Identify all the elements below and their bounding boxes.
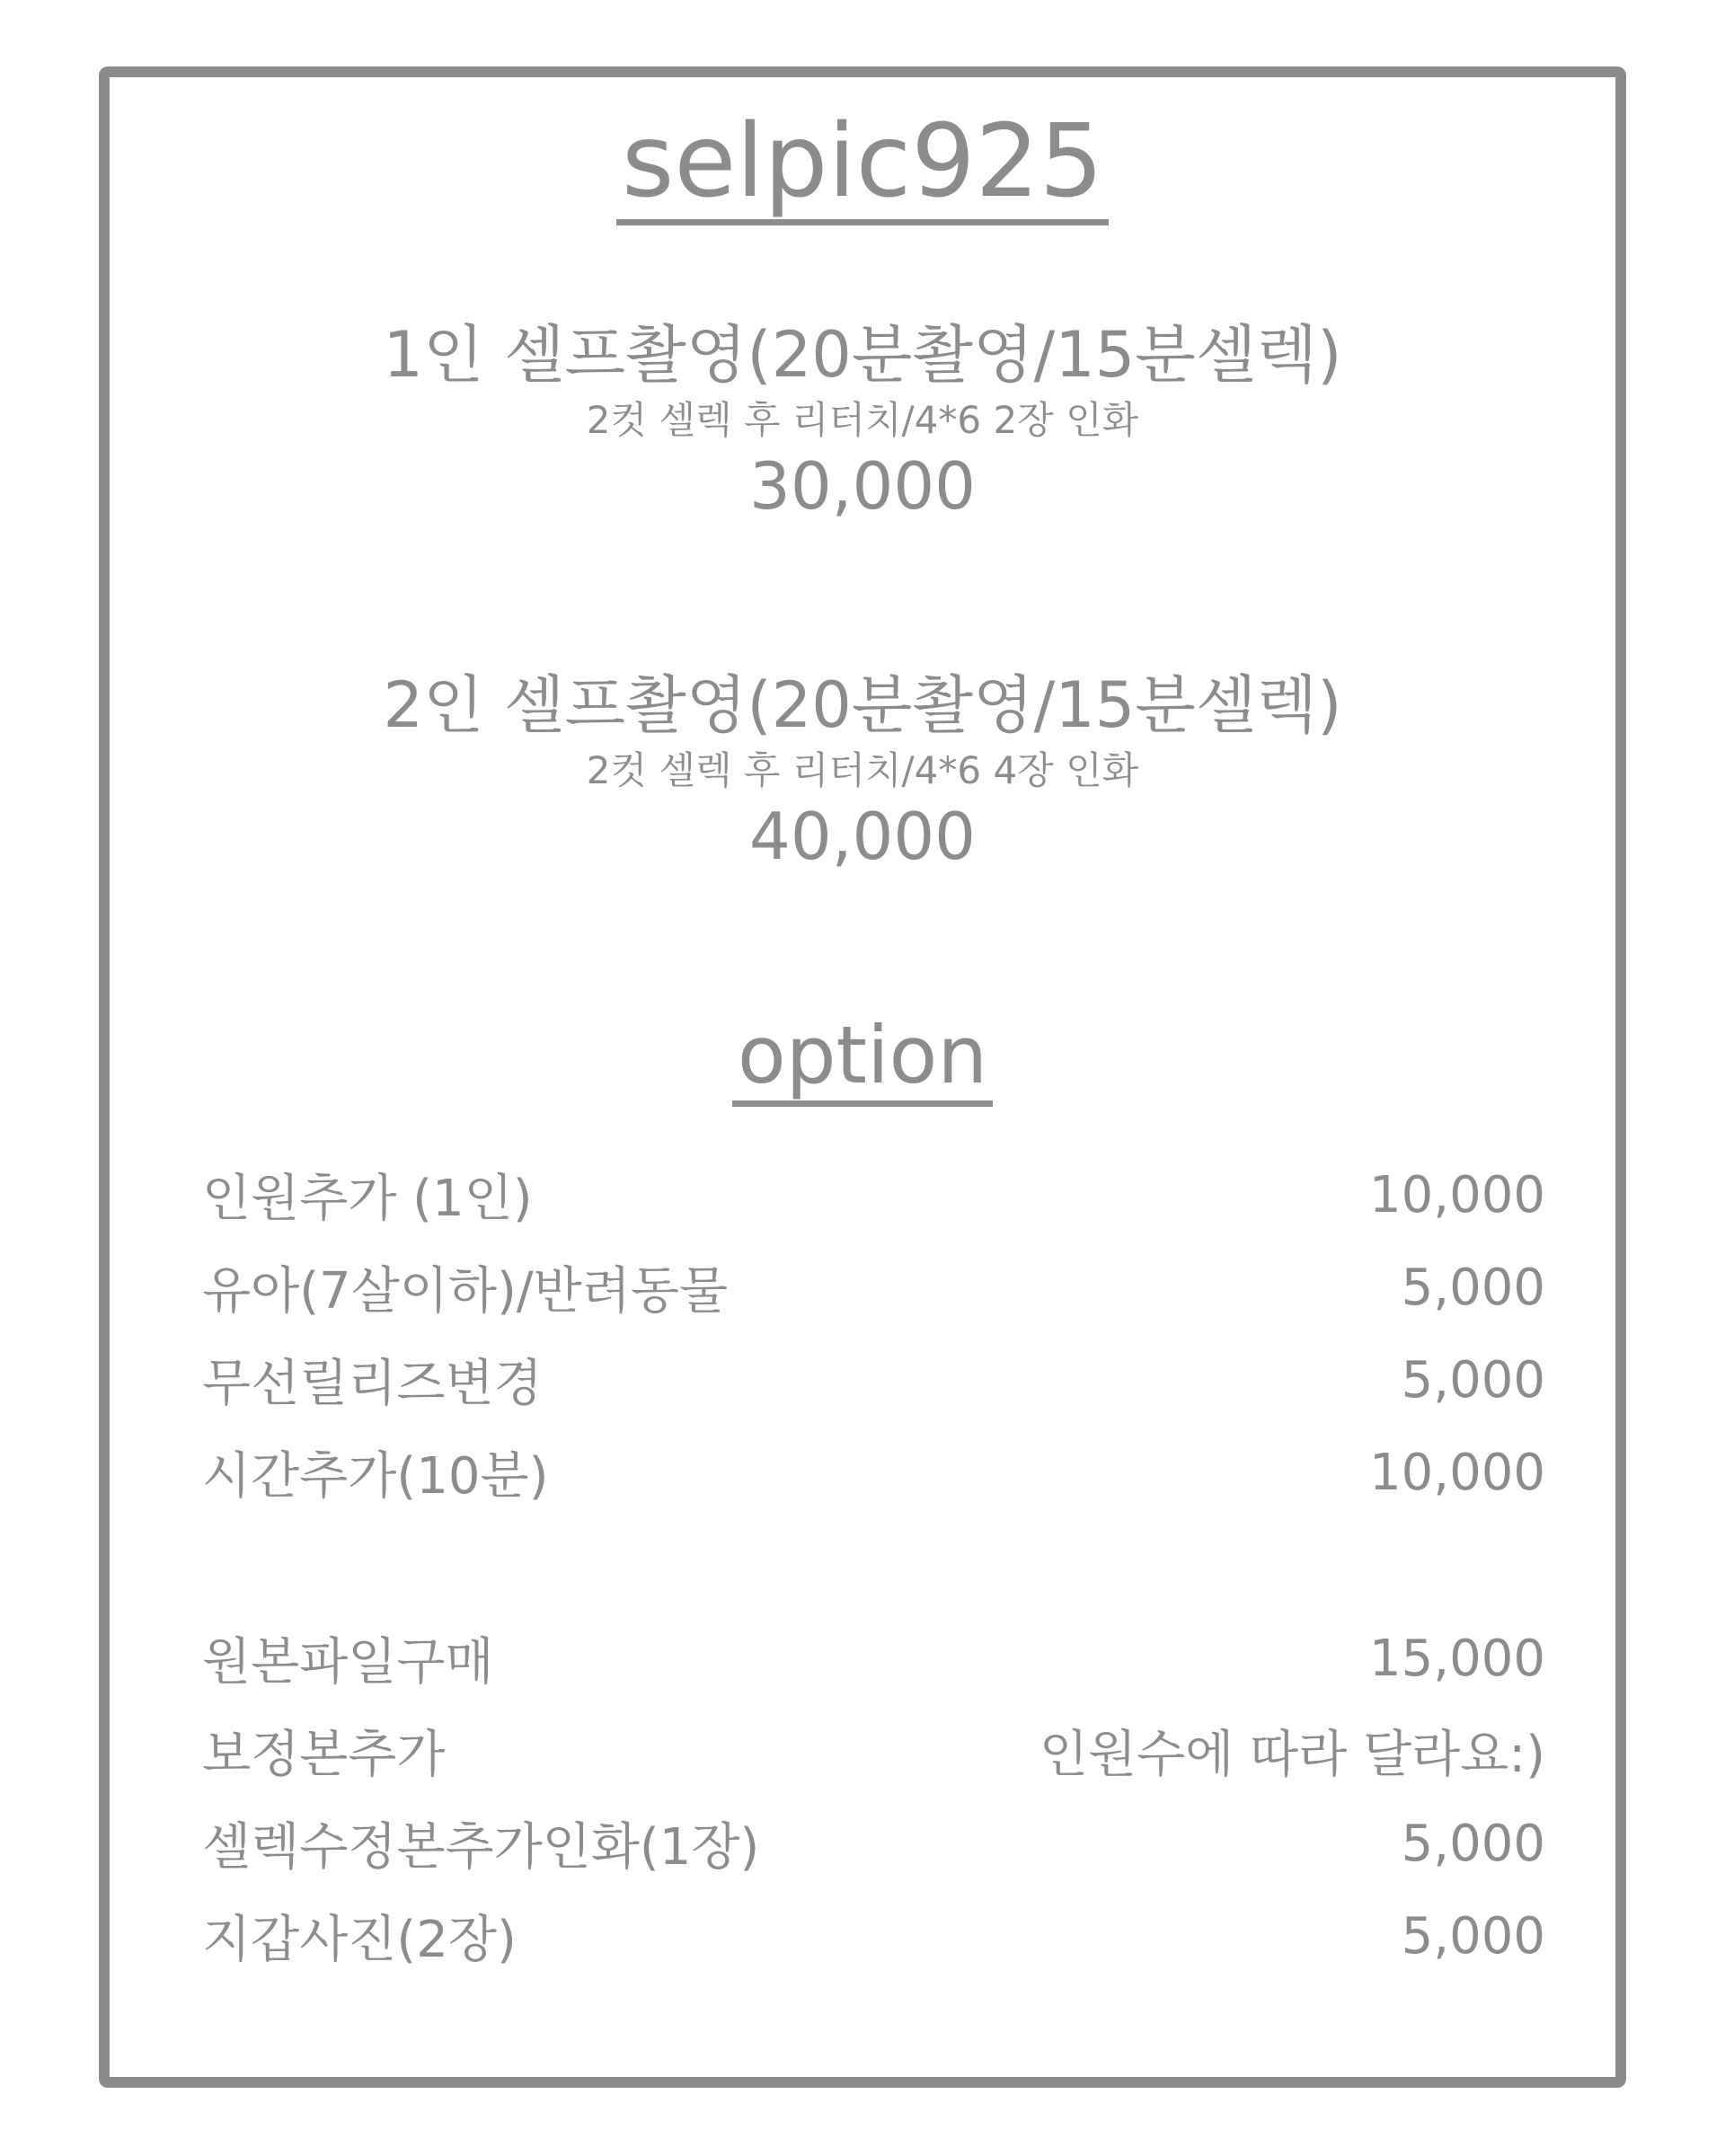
option-row [202,1436,1545,1508]
option-label: 원본파일구매 [202,1633,494,1692]
option-title-text: option [732,1014,993,1107]
package-description: 2컷 셀렉 후 리터치/4*6 4장 인화 [586,748,1139,792]
option-label: 셀렉수정본추가인화(1장) [202,1818,760,1877]
option-price: 15,000 [1369,1629,1545,1688]
option-row [202,1622,1545,1694]
option-label: 보정본추가 [202,1726,446,1784]
package-2 [0,665,1725,877]
option-price: 10,000 [1369,1165,1545,1224]
option-price: 5,000 [1401,1906,1545,1966]
option-price: 10,000 [1369,1443,1545,1502]
option-price: 인원수에 따라 달라요:) [1039,1726,1545,1784]
option-row [202,1900,1545,1972]
option-price: 5,000 [1401,1814,1545,1873]
package-1 [0,314,1725,526]
option-price: 5,000 [1401,1258,1545,1317]
option-row [202,1159,1545,1231]
package-name: 2인 셀프촬영(20분촬영/15분셀렉) [383,668,1342,742]
option-row [202,1807,1545,1879]
package-description: 2컷 셀렉 후 리터치/4*6 2장 인화 [586,398,1139,442]
package-price: 30,000 [749,448,976,524]
option-label: 인원추가 (1인) [202,1170,533,1228]
option-label: 지갑사진(2장) [202,1911,517,1969]
option-section-title [0,1011,1725,1107]
option-row [202,1344,1545,1416]
option-label: 유아(7살이하)/반려동물 [202,1262,729,1321]
option-row [202,1715,1545,1787]
package-price: 40,000 [749,799,976,874]
option-price: 5,000 [1401,1350,1545,1409]
package-name: 1인 셀프촬영(20분촬영/15분셀렉) [383,318,1342,392]
option-label: 무선릴리즈변경 [202,1355,543,1413]
option-row [202,1251,1545,1323]
page-title [0,94,1725,229]
page-title-text: selpic925 [616,110,1109,225]
option-label: 시간추가(10분) [202,1447,549,1506]
